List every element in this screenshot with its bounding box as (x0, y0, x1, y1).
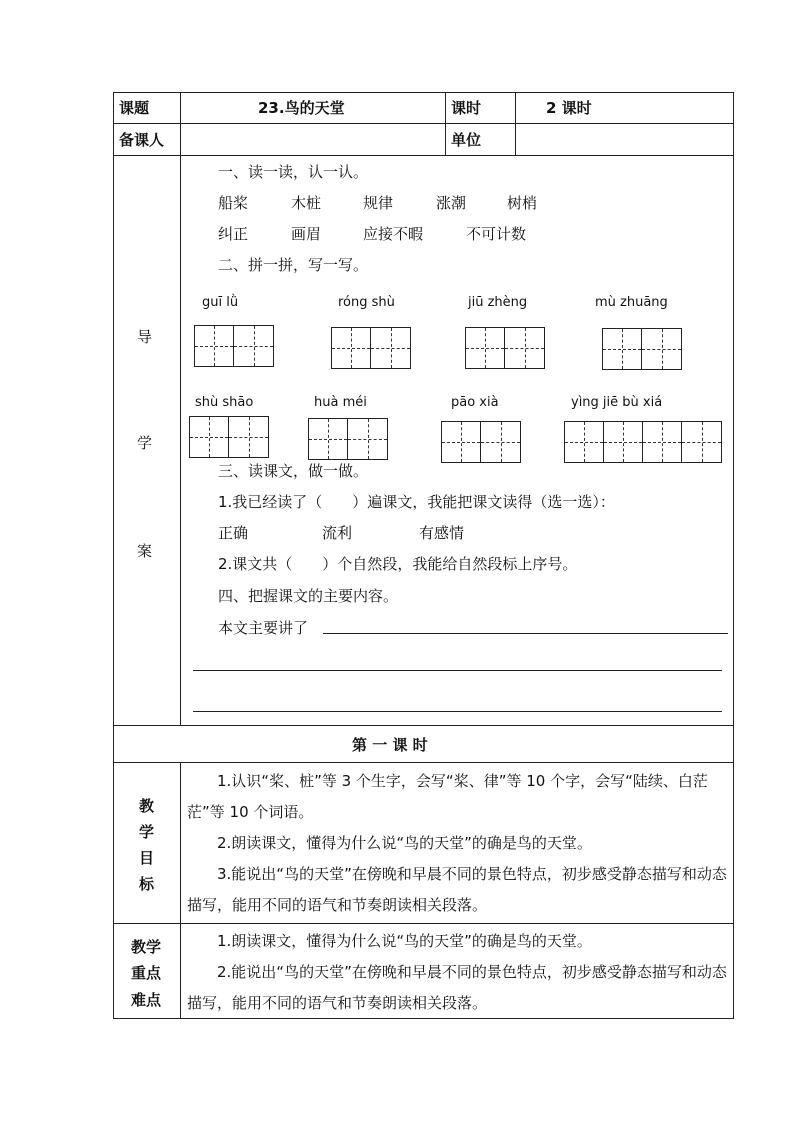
word-item: 树梢 (507, 194, 538, 212)
period-label: 课时 (451, 99, 482, 117)
focus-item: 1.朗读课文，懂得为什么说“鸟的天堂”的确是鸟的天堂。 (217, 932, 592, 950)
period-value: 2 课时 (546, 99, 592, 117)
guide-side-label-1: 导 (137, 328, 153, 346)
table-border-left (113, 92, 114, 1019)
goal-item: 3.能说出“鸟的天堂”在傍晚和早晨不同的景色特点，初步感受静态描写和动态描写，能用不同的语气和节奏朗读相关段落。 (187, 865, 727, 914)
goals-label-3: 目 (139, 849, 155, 867)
word-item: 规律 (363, 194, 394, 212)
table-border-top (113, 92, 734, 93)
writing-grid[interactable] (194, 325, 274, 367)
goal-item: 1.认识“桨、桩”等 3 个生字，会写“桨、律”等 10 个字，会写“陆续、白茫茫”等 10 个词语。 (187, 772, 708, 821)
writing-grid[interactable] (331, 327, 411, 369)
topic-value: 23.鸟的天堂 (258, 99, 345, 117)
preparer-field[interactable] (182, 125, 444, 154)
row-line (113, 762, 734, 763)
writing-grid[interactable] (308, 418, 388, 460)
section-4-title: 四、把握课文的主要内容。 (218, 587, 399, 605)
answer-line[interactable] (323, 633, 728, 634)
goals-label-4: 标 (139, 875, 155, 893)
table-border-right (733, 92, 734, 1019)
word-item: 画眉 (291, 225, 322, 243)
pinyin-label: róng shù (338, 295, 395, 310)
writing-grid[interactable] (465, 327, 545, 369)
goal-item: 2.朗读课文，懂得为什么说“鸟的天堂”的确是鸟的天堂。 (217, 834, 592, 852)
question-2: 2.课文共（ ）个自然段，我能给自然段标上序号。 (218, 555, 578, 573)
section-3-title: 三、读课文，做一做。 (218, 462, 369, 480)
focus-label-3: 难点 (131, 991, 162, 1009)
row-line (113, 725, 734, 726)
pinyin-label: mù zhuāng (595, 295, 668, 310)
word-item: 应接不暇 (363, 225, 424, 243)
answer-line[interactable] (193, 670, 722, 671)
writing-grid[interactable] (189, 416, 269, 458)
answer-line[interactable] (193, 711, 722, 712)
guide-side-label-3: 案 (137, 542, 153, 560)
word-item: 船桨 (218, 194, 249, 212)
word-item: 木桩 (291, 194, 322, 212)
focus-label-1: 教学 (131, 938, 162, 956)
lesson-title: 第 一 课 时 (352, 736, 428, 754)
focus-item: 2.能说出“鸟的天堂”在傍晚和早晨不同的景色特点，初步感受静态描写和动态描写，能用不同的语气和节奏朗读相关段落。 (187, 963, 727, 1012)
question-1: 1.我已经读了（ ）遍课文，我能把课文读得（选一选）： (218, 493, 615, 511)
writing-grid[interactable] (564, 421, 722, 463)
focus-label-2: 重点 (131, 964, 162, 982)
col-line (515, 92, 516, 156)
pinyin-label: shù shāo (195, 395, 254, 410)
pinyin-label: jiū zhèng (468, 295, 528, 310)
word-item: 不可计数 (466, 225, 527, 243)
writing-grid[interactable] (441, 421, 521, 463)
writing-grid[interactable] (602, 328, 682, 370)
unit-label: 单位 (451, 131, 482, 149)
goals-label-2: 学 (139, 823, 155, 841)
pinyin-label: yìng jiē bù xiá (571, 395, 663, 410)
row-line (113, 155, 734, 156)
option-item[interactable]: 有感情 (419, 524, 465, 542)
row-line (113, 123, 734, 124)
section-2-title: 二、拼一拼，写一写。 (218, 256, 369, 274)
preparer-label: 备课人 (119, 131, 165, 149)
goals-label-1: 教 (139, 797, 155, 815)
unit-field[interactable] (517, 125, 732, 154)
option-item[interactable]: 流利 (322, 524, 353, 542)
row-line (113, 923, 734, 924)
pinyin-label: pāo xià (451, 395, 499, 410)
word-item: 纠正 (218, 225, 249, 243)
col-line (180, 92, 181, 726)
pinyin-label: guī lǜ (202, 295, 239, 310)
col-line (180, 762, 181, 1019)
col-line (445, 92, 446, 156)
topic-label: 课题 (119, 99, 150, 117)
summary-prompt: 本文主要讲了 (218, 619, 309, 637)
guide-side-label-2: 学 (137, 434, 153, 452)
word-item: 涨潮 (436, 194, 467, 212)
section-1-title: 一、读一读，认一认。 (218, 163, 369, 181)
option-item[interactable]: 正确 (218, 524, 249, 542)
pinyin-label: huà méi (314, 395, 367, 410)
